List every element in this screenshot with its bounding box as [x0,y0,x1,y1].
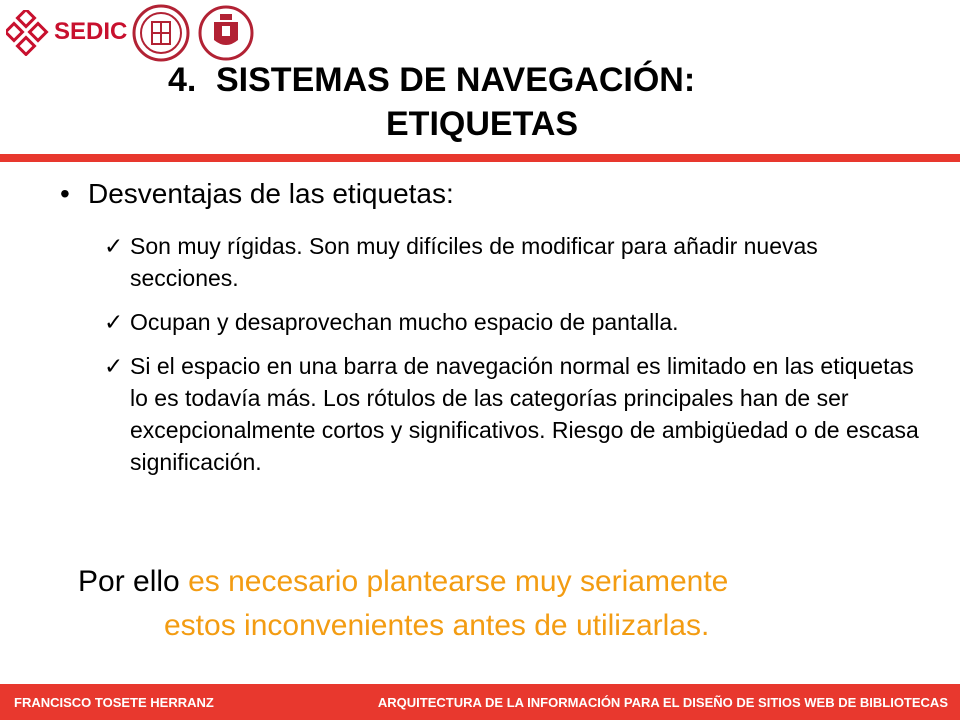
checkmark-icon: ✓ [104,353,124,379]
disadvantages-list [104,230,924,490]
heading-text: Desventajas de las etiquetas: [88,178,454,209]
bullet-icon: • [60,178,70,209]
list-item [104,306,924,338]
list-item [104,230,924,294]
university-seal-icon [132,4,190,62]
list-item-text: Si el espacio en una barra de navegación normal es limitado en las etiquetas lo es todavía más. Los rótulos de las categorías principales han de ser excepcionalmente cortos y significativos. Riesgo de ambigüedad o de escasa significación. [130,353,919,475]
sedic-brand-text: SEDIC [54,18,128,45]
header-logos [6,4,256,60]
title-number: 4. [168,61,197,99]
title-divider [0,154,960,162]
conclusion-highlight-1: es necesario plantearse muy seriamente [188,565,729,598]
title-line-2: ETIQUETAS [386,105,579,143]
sedic-logo-icon [6,10,52,56]
footer-course-title: ARQUITECTURA DE LA INFORMACIÓN PARA EL DISEÑO DE SITIOS WEB DE BIBLIOTECAS [377,695,948,710]
conclusion-highlight-2: estos inconvenientes antes de utilizarlas. [164,609,710,642]
checkmark-icon: ✓ [104,309,124,335]
title-line-1: SISTEMAS DE NAVEGACIÓN: [216,61,696,99]
city-seal-icon [198,4,254,62]
checkmark-icon: ✓ [104,233,124,259]
conclusion-prefix: Por ello [78,565,189,598]
footer-bar [0,684,960,720]
list-item [104,350,924,478]
list-item-text: Ocupan y desaprovechan mucho espacio de pantalla. [130,309,679,335]
list-item-text: Son muy rígidas. Son muy difíciles de modificar para añadir nuevas secciones. [130,233,818,291]
footer-author: FRANCISCO TOSETE HERRANZ [14,695,214,710]
conclusion-text [78,560,938,648]
